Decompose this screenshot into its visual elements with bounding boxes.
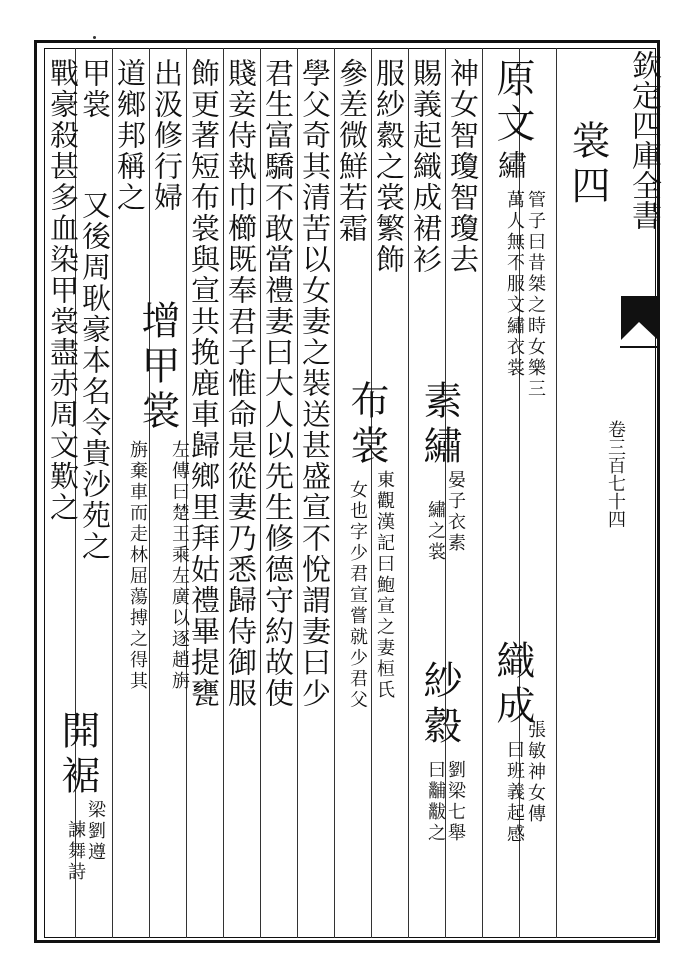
entry-heading: 布裳 bbox=[344, 380, 389, 470]
note-line-a: 管子曰昔桀之時女樂三 bbox=[525, 190, 546, 400]
note-line-b: 諫舞詩 bbox=[65, 820, 86, 883]
entry-heading: 紗縠 bbox=[417, 660, 462, 750]
body-text: 甲裳 bbox=[78, 58, 112, 120]
column-rule bbox=[482, 48, 483, 938]
column-rule bbox=[556, 48, 557, 938]
note-line-b: 繡之裳 bbox=[425, 500, 446, 563]
text-column-2: 神女智瓊智瓊去 bbox=[446, 58, 480, 275]
body-text: 道鄉邦稱之 bbox=[113, 58, 147, 213]
text-column-4: 服紗縠之裳繁飾 bbox=[372, 58, 406, 275]
text-column-7: 君生富驕不敢當禮妻曰大人以先生修德守約故使 bbox=[261, 58, 295, 709]
body-text-cont: 又後周耿豪本名令貴沙苑之 bbox=[78, 190, 112, 562]
entry-heading: 增甲裳 bbox=[135, 300, 180, 435]
entry-heading: 織成 bbox=[490, 640, 535, 730]
note-line-b: 旃棄車而走林屈蕩搏之得其 bbox=[127, 440, 148, 692]
text-column-6: 學父奇其清苦以女妻之裝送甚盛宣不悅謂妻曰少 bbox=[298, 58, 332, 709]
note-line-a: 張敏神女傳 bbox=[525, 720, 546, 825]
text-column-8: 賤妾侍執巾櫛既奉君子惟命是從妻乃悉歸侍御服 bbox=[224, 58, 258, 709]
ink-speck bbox=[93, 36, 96, 39]
note-line-a: 左傳曰楚王乘左廣以逐趙旃 bbox=[169, 440, 190, 692]
note-line-b: 萬人無不服文繡衣裳 bbox=[504, 190, 525, 379]
note-line-b: 曰班義起感 bbox=[504, 740, 525, 845]
entry-heading: 素繡 bbox=[417, 380, 462, 470]
note-line-b: 女也字少君宣嘗就少君父 bbox=[347, 480, 368, 711]
note-line-a: 梁劉遵 bbox=[85, 800, 106, 863]
section-heading: 裳四 bbox=[565, 120, 610, 210]
note-line-a: 劉梁七舉 bbox=[445, 760, 466, 844]
body-text: 參差微鮮若霜 bbox=[335, 58, 369, 244]
body-text: 賜義起織成裙衫 bbox=[409, 58, 443, 275]
text-column-9: 飾更著短布裳與宣共挽鹿車歸鄉里拜姑禮畢提甕 bbox=[187, 58, 221, 709]
body-text: 戰豪殺甚多血染甲裳盡赤周文歎之 bbox=[46, 58, 80, 523]
collection-title: 欽定四庫全書 bbox=[626, 50, 661, 230]
note-line-b: 曰黼黻之 bbox=[425, 760, 446, 844]
note-line-a: 晏子衣素 bbox=[445, 470, 466, 554]
text-column-10: 出汲修行婦 bbox=[150, 58, 184, 213]
entry-heading-cont: 繡 bbox=[494, 150, 528, 181]
entry-heading: 原文 bbox=[490, 58, 535, 148]
chapter-label: 卷三百七十四 bbox=[605, 420, 626, 528]
note-line-a: 東觀漢記曰鮑宣之妻桓氏 bbox=[374, 470, 395, 701]
entry-heading: 開裾 bbox=[55, 710, 100, 800]
